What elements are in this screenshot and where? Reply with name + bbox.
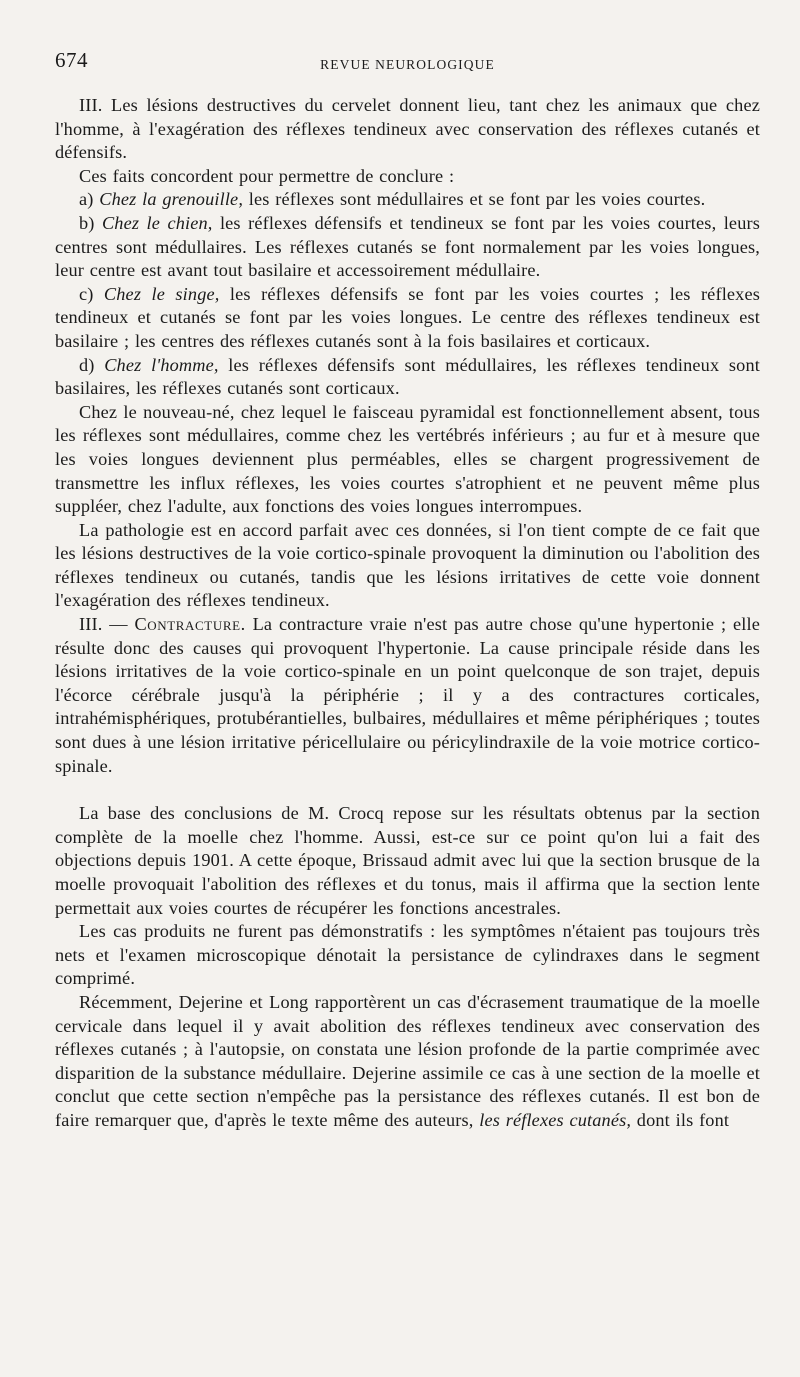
italic-text: les réflexes cutanés, — [479, 1109, 632, 1130]
text-run: les réflexes défensifs et tendineux se font par les voies courtes, leurs centres sont médullaires. Les réflexes cutanés se font normalement par les voies longues, leur centre est avant tout basilaire et accessoirement médullaire. — [55, 212, 760, 281]
text-run: III. — — [79, 614, 135, 635]
text-run: a) — [79, 189, 100, 210]
text-run: La base des conclusions de M. Crocq repose sur les résultats obtenus par la section complète de la moelle chez l'homme. Aussi, est-ce sur ce point qu'on lui a fait des objections depuis 1901. A cette époque, Brissaud admit avec lui que la section brusque de la moelle provoquait l'abolition des réflexes et du tonus, mais il affirma que la section lente permettait aux voies courtes de récupérer les fonctions ancestrales. — [55, 803, 760, 918]
paragraph — [55, 354, 760, 401]
paragraph — [55, 613, 760, 778]
text-run: III. Les lésions destructives du cervelet donnent lieu, tant chez les animaux que chez l'homme, à l'exagération des réflexes tendineux avec conservation des réflexes cutanés et défensifs. — [55, 95, 760, 163]
text-run: dont ils font — [631, 1109, 730, 1130]
section-reflexes-conclusions — [55, 94, 760, 778]
section-crocq-discussion — [55, 802, 760, 1132]
italic-text: Chez la grenouille, — [99, 189, 244, 210]
page-number: 674 — [55, 48, 88, 72]
text-run: b) — [79, 212, 102, 233]
paragraph — [55, 519, 760, 613]
text-run: La pathologie est en accord parfait avec ces données, si l'on tient compte de ce fait que les lésions destructives de la voie cortico-spinale provoquent la diminution ou l'abolition des réflexes tendineux ou cutanés, tandis que les lésions irritatives de cette voie donnent l'exagération des réflexes tendineux. — [55, 519, 760, 611]
text-run: La contracture vraie n'est pas autre chose qu'une hypertonie ; elle résulte donc des causes qui provoquent l'hypertonie. La cause principale réside dans les lésions irritatives de la voie cortico-spinale en un point quelconque de son trajet, depuis l'écorce cérébrale jusqu'à la périphérie ; il y a des contractures corticales, intrahémisphériques, protubérantielles, bulbaires, médullaires et même périphériques ; toutes sont dues à une lésion irritative péricellulaire ou péricylindraxile de la voie motrice cortico-spinale. — [55, 614, 760, 776]
text-run: c) — [79, 283, 104, 304]
section-break — [55, 778, 760, 802]
italic-text: Chez le singe, — [103, 283, 220, 304]
text-run: Les cas produits ne furent pas démonstratifs : les symptômes n'étaient pas toujours très nets et l'examen microscopique dénotait la persistance de cylindraxes dans le segment comprimé. — [55, 921, 760, 989]
text-run: Ces faits concordent pour permettre de conclure : — [79, 165, 455, 186]
paragraph — [55, 165, 760, 189]
text-run: Récemment, Dejerine et Long rapportèrent un cas d'écrasement traumatique de la moelle cervicale dans lequel il y avait abolition des réflexes tendineux avec conservation des réflexes cutanés ; à l'autopsie, on constata une lésion profonde de la partie comprimée avec disparition de la substance médullaire. Dejerine assimile ce cas à une section de la moelle et conclut que cette section n'empêche pas la persistance des réflexes cutanés. Il est bon de faire remarquer que, d'après le texte même des auteurs, — [55, 991, 760, 1130]
text-run: les réflexes défensifs sont médullaires, les réflexes tendineux sont basilaires, les réflexes cutanés sont corticaux. — [55, 354, 760, 399]
page-header — [55, 48, 760, 82]
paragraph — [55, 401, 760, 519]
paragraph — [55, 283, 760, 354]
document-page — [55, 48, 760, 1368]
paragraph — [55, 802, 760, 920]
paragraph — [55, 991, 760, 1133]
text-run: les réflexes défensifs se font par les voies courtes ; les réflexes tendineux et cutanés se font par les voies longues. Le centre des réflexes tendineux est basilaire ; les centres des réflexes cutanés sont à la fois basilaires et corticaux. — [55, 283, 760, 351]
text-run: Chez le nouveau-né, chez lequel le faisceau pyramidal est fonctionnellement absent, tous les réflexes sont médullaires, comme chez les vertébrés inférieurs ; au fur et à mesure que les voies longues deviennent plus perméables, elles se chargent progressivement de transmettre les influx réflexes, les voies courtes s'atrophient et ne peuvent même plus suppléer, chez l'adulte, aux fonctions des voies longues interrompues. — [55, 401, 760, 517]
small-caps-heading: Contracture. — [134, 614, 246, 635]
italic-text: Chez l'homme, — [104, 354, 219, 375]
italic-text: Chez le chien, — [101, 212, 213, 233]
text-run: les réflexes sont médullaires et se font par les voies courtes. — [243, 189, 706, 210]
running-head: REVUE NEUROLOGIQUE — [320, 57, 495, 72]
paragraph — [55, 188, 760, 212]
paragraph — [55, 920, 760, 991]
paragraph — [55, 94, 760, 165]
paragraph — [55, 212, 760, 283]
text-run: d) — [79, 354, 105, 375]
